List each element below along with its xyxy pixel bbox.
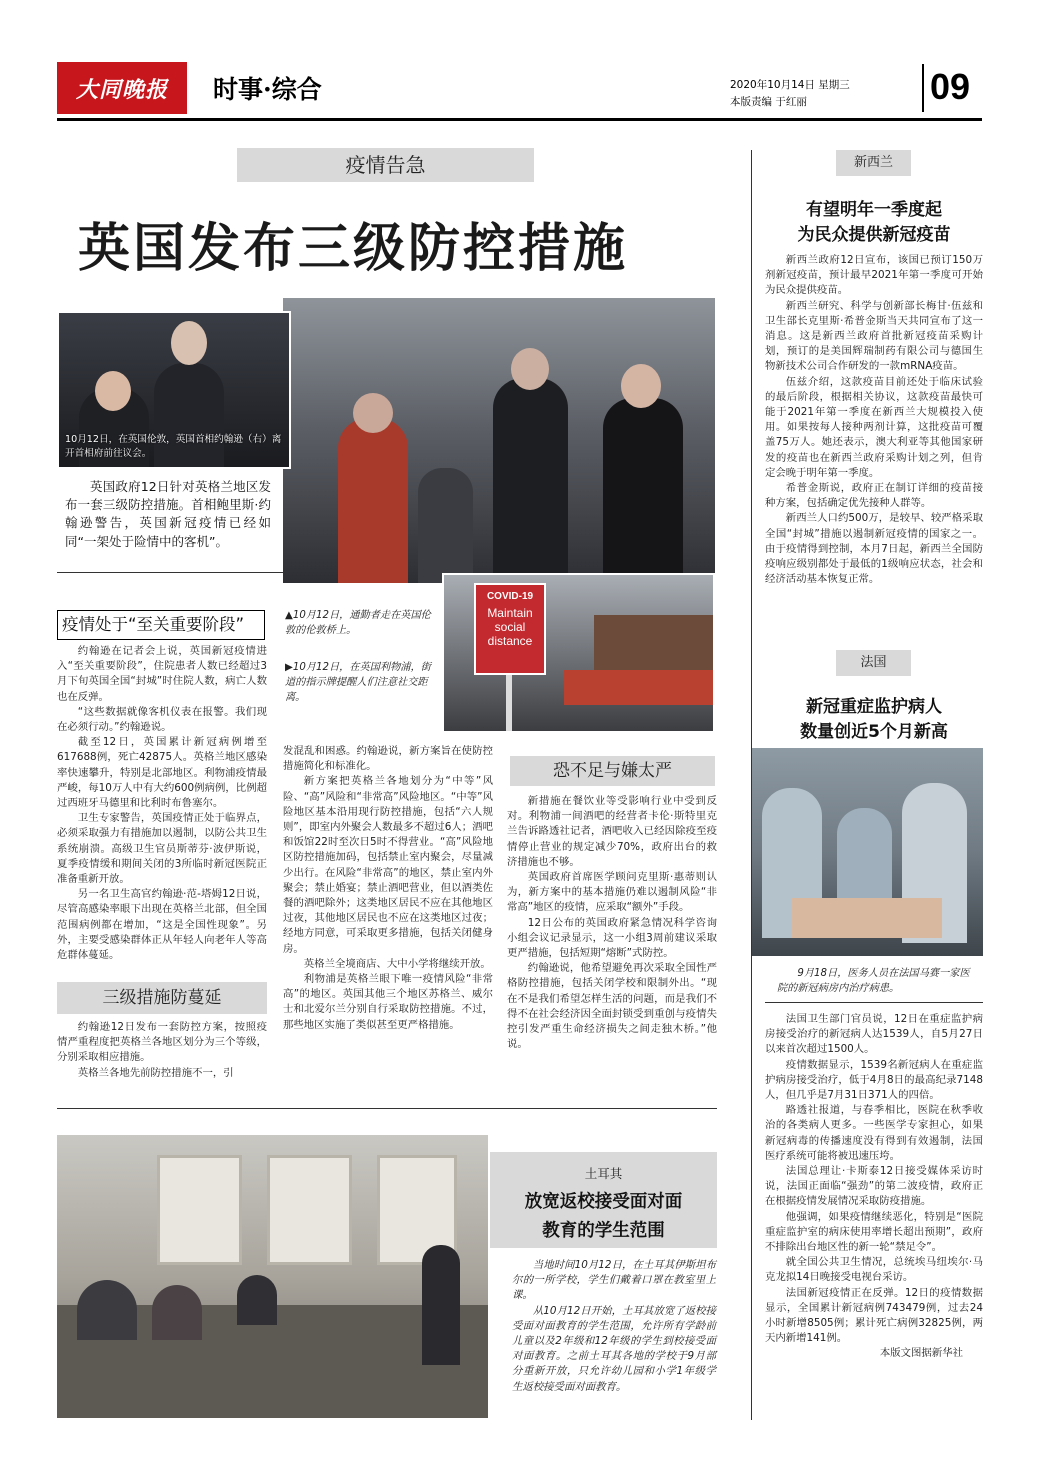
paragraph: 英国政府首席医学顾问克里斯·惠蒂则认为，新方案中的基本措施仍难以遏制风险“非常高”地区的疫情，应采取“额外”手段。 — [507, 871, 717, 914]
nz-headline-line1: 有望明年一季度起 — [806, 200, 942, 220]
johnson-photo — [57, 311, 291, 469]
paragraph: 疫情数据显示，1539名新冠病人在重症监护病房接受治疗，低于4月8日的最高纪录7148人，但几乎是7月31日371人的四倍。 — [765, 1058, 983, 1102]
covid-sign-line: Maintain — [487, 606, 533, 620]
liverpool-photo-caption: ▶10月12日，在英国利物浦，街道的指示牌提醒人们注意社交距离。 — [285, 662, 431, 703]
section-name: 时事·综合 — [213, 75, 322, 104]
main-column-3 — [507, 794, 717, 1052]
subhead-three-tier — [57, 982, 267, 1014]
paragraph: 截至12日，英国累计新冠病例增至617688例，死亡42875人。英格兰地区感染率快速攀升，特别是北部地区。利物浦疫情最严峻，每10万人中有大约600例病例，比例超过西班牙马德里和比利时布鲁塞尔。 — [57, 736, 267, 810]
paragraph: 发混乱和困惑。约翰逊说，新方案旨在使防控措施简化和标准化。 — [283, 745, 493, 773]
classroom-photo — [57, 1135, 488, 1418]
lead-paragraph: 英国政府12日针对英格兰地区发布一套三级防控措施。首相鲍里斯·约翰逊警告，英国新冠疫情已经如同“一架处于险情中的客机”。 — [65, 479, 271, 549]
paragraph: 法国新冠疫情正在反弹。12日的疫情数据显示，全国累计新冠病例743479例，过去24小时新增8505例；累计死亡病例32825例，两天内新增141例。 — [765, 1286, 983, 1345]
covid-sign-line: distance — [487, 634, 533, 648]
paragraph: 新措施在餐饮业等受影响行业中受到反对。利物浦一间酒吧的经营者卡伦·斯特里克兰告诉路透社记者，酒吧收入已经因除疫至疫情停止营业的规定减少70%，政府出台的救济措施也不够。 — [507, 795, 717, 868]
subhead-too-lax-too-strict — [510, 756, 715, 786]
fr-label-box — [836, 650, 911, 676]
turkey-label: 土耳其 — [584, 1166, 623, 1181]
paragraph: 12日公布的英国政府紧急情况科学咨询小组会议记录显示，这一小组3周前建议采取更严措施，包括短期“熔断”式防控。 — [507, 916, 717, 960]
subhead-too-lax-too-strict-text: 恐不足与嫌太严 — [553, 761, 672, 781]
subhead-three-tier-text: 三级措施防蔓延 — [102, 988, 222, 1008]
paragraph: 约翰逊12日发布一套防控方案，按照疫情严重程度把英格兰各地区划分为三个等级，分别采取相应措施。 — [57, 1021, 267, 1064]
fr-headline-line1: 新冠重症监护病人 — [806, 697, 942, 717]
paragraph: 英格兰各地先前防控措施不一，引 — [77, 1066, 234, 1079]
paragraph: 约翰逊说，他希望避免再次采取全国性严格防控措施，包括关闭学校和限制外出。“现在不是我们希望怎样生活的问题，而是我们不得不在社会经济因全面封锁受到重创与疫情失控引发严重生命经济损失之间走独木桥。”他说。 — [507, 962, 717, 1051]
social-distance-sign-photo — [442, 573, 715, 733]
paragraph: 新西兰研究、科学与创新部长梅甘·伍兹和卫生部长克里斯·希普金斯当天共同宣布了这一消息。这是新西兰政府首批新冠疫苗采购计划，预订的是美国辉瑞制药有限公司与德国生物新技术公司合作研发的一款mRNA疫苗。 — [765, 299, 983, 373]
page-number-divider — [922, 64, 924, 112]
london-bridge-photo — [283, 298, 715, 583]
turkey-headline-line2: 教育的学生范围 — [542, 1221, 665, 1241]
nz-headline-line2: 为民众提供新冠疫苗 — [797, 225, 951, 245]
nz-label: 新西兰 — [853, 155, 893, 170]
header-rule — [57, 118, 982, 121]
paragraph: 路透社报道，与春季相比，医院在秋季收治的各类病人更多。一些医学专家担心，如果新冠病毒的传播速度没有得到有效遏制，法国医疗系统可能将被迅速压垮。 — [765, 1104, 983, 1162]
paragraph: 卫生专家警告，英国疫情正处于临界点，必须采取强力有措施加以遏制，以防公共卫生系统崩溃。高级卫生官员斯蒂芬·波伊斯说，夏季疫情缓和期间关闭的3所临时新冠医院正准备重新开放。 — [57, 812, 267, 886]
bottom-section-rule — [57, 1108, 717, 1109]
paragraph: 另一名卫生高官约翰逊·范-塔姆12日说，尽管高感染率眼下出现在英格兰北部，但全国范围病例都在增加，“这是全国性现象”。另外，主要受感染群体正从年轻人向老年人等高危群体蔓延。 — [57, 888, 267, 962]
paragraph: 法国总理让·卡斯泰12日接受媒体采访时说，法国正面临“强劲”的第二波疫情，政府正在根据疫情发展情况采取防疫措施。 — [765, 1165, 983, 1208]
paragraph: 新西兰人口约500万，是较早、较严格采取全国“封城”措施以遏制新冠疫情的国家之一。由于疫情得到控制，本月7日起，新西兰全国防疫响应级别都处于最低的1级响应状态，社会和经济活动基本恢复正常。 — [765, 512, 983, 586]
paragraph: 当地时间10月12日，在土耳其伊斯坦布尔的一所学校，学生们戴着口罩在教室里上课。 — [512, 1259, 716, 1302]
page-editor: 本版责编 于红丽 — [730, 96, 807, 108]
paragraph: 英格兰全境商店、大中小学将继续开放。 — [303, 957, 491, 970]
kicker-box — [237, 148, 534, 182]
covid-sign — [474, 583, 546, 675]
kicker-text: 疫情告急 — [345, 153, 426, 177]
paragraph: 从10月12日开始，土耳其放宽了返校接受面对面教育的学生范围，允许所有学龄前儿童以及2年级和12年级的学生到校接受面对面教育。之前土耳其各地的学校于9月部分重新开放，只允许幼儿园和小学1年级学生返校接受面对面教育。 — [512, 1304, 716, 1393]
paragraph: 就全国公共卫生情况，总统埃马纽埃尔·马克龙拟14日晚接受电视台采访。 — [765, 1256, 983, 1284]
paragraph: 法国卫生部门官员说，12日在重症监护病房接受治疗的新冠病人达1539人，自5月27日以来首次超过1500人。 — [765, 1013, 983, 1056]
source-note: 本版文图据新华社 — [879, 1347, 963, 1360]
paragraph: 希普金斯说，政府正在制订详细的疫苗接种方案，包括确定优先接种人群等。 — [765, 482, 983, 510]
masthead-logo-text: 大同晚报 — [75, 76, 168, 103]
covid-sign-line: social — [494, 620, 526, 634]
turkey-box — [490, 1152, 717, 1248]
turkey-headline-line1: 放宽返校接受面对面 — [524, 1192, 683, 1212]
icu-photo — [752, 748, 983, 956]
fr-caption-rule — [765, 1002, 983, 1003]
fr-headline-line2: 数量创近5个月新高 — [800, 722, 948, 742]
paragraph: 约翰逊在记者会上说，英国新冠疫情进入“至关重要阶段”，住院患者人数已经超过3月下旬英国全国“封城”时住院人数，病亡人数也在反弹。 — [57, 645, 267, 703]
paragraph: 利物浦是英格兰眼下唯一疫情风险“非常高”的地区。英国其他三个地区苏格兰、威尔士和北爱尔兰分别自行采取防控措施。不过，那些地区实施了类似甚至更严格措施。 — [283, 973, 493, 1031]
issue-date: 2020年10月14日 星期三 — [730, 79, 850, 91]
main-column-1b — [57, 1020, 267, 1081]
subhead-critical-stage — [57, 610, 265, 640]
covid-sign-line: COVID-19 — [486, 591, 534, 602]
fr-body — [765, 1012, 983, 1362]
commuters-photo-caption: ▲10月12日，通勤者走在英国伦敦的伦敦桥上。 — [285, 610, 431, 636]
paragraph: 新方案把英格兰各地划分为“中等”风险、“高”风险和“非常高”风险地区。“中等”风险地区基本沿用现行防控措施，包括“六人规则”，即室内外聚会人数最多不超过6人；酒吧和饭馆22时至次日5时不得营业。“高”风险地区防控措施加码，包括禁止室内聚会，尽量减少出行。在风险“非常高”的地区，禁止室内外聚会；禁止婚宴；禁止酒吧营业，但以酒类佐餐的酒吧除外；这类地区居民不应在其他地区过夜，其他地区居民也不应在这类地区过夜；经地方同意，可采取更多措施，包括关闭健身房。 — [283, 775, 493, 955]
johnson-photo-caption: 10月12日，在英国伦敦，英国首相约翰逊（右）离开首相府前往议会。 — [65, 434, 282, 459]
page-number: 09 — [930, 66, 971, 107]
main-column-1a — [57, 644, 267, 963]
icu-photo-caption: 9月18日，医务人员在法国马赛一家医院的新冠病房内治疗病患。 — [777, 968, 970, 994]
paragraph: 新西兰政府12日宣布，该国已预订150万剂新冠疫苗，预计最早2021年第一季度可开始为民众提供疫苗。 — [765, 254, 983, 297]
main-column-2 — [283, 744, 493, 1033]
main-headline: 英国发布三级防控措施 — [78, 218, 629, 279]
nz-body — [765, 253, 983, 587]
paragraph: 伍兹介绍，这款疫苗目前还处于临床试验的最后阶段，根据相关协议，这款疫苗最快可能于2021年第一季度在新西兰大规模投入使用。如果按每人接种两剂计算，这批疫苗可覆盖75万人。她还表示，澳大利亚等其他国家研发的疫苗也在新西兰政府采购计划之列，但肯定会晚于明年第一季度。 — [765, 375, 983, 479]
masthead-logo — [57, 62, 187, 114]
lead-rule — [57, 572, 283, 573]
subhead-critical-stage-text: 疫情处于“至关重要阶段” — [62, 615, 245, 634]
paragraph: 他强调，如果疫情继续恶化，特别是“医院重症监护室的病床使用率增长超出预期”，政府不排除出台地区性的新一轮“禁足令”。 — [765, 1210, 983, 1254]
nz-label-box — [836, 150, 911, 176]
turkey-body — [512, 1258, 716, 1395]
paragraph: “这些数据就像客机仪表在报警。我们现在必须行动。”约翰逊说。 — [57, 705, 267, 734]
fr-label: 法国 — [860, 655, 887, 670]
